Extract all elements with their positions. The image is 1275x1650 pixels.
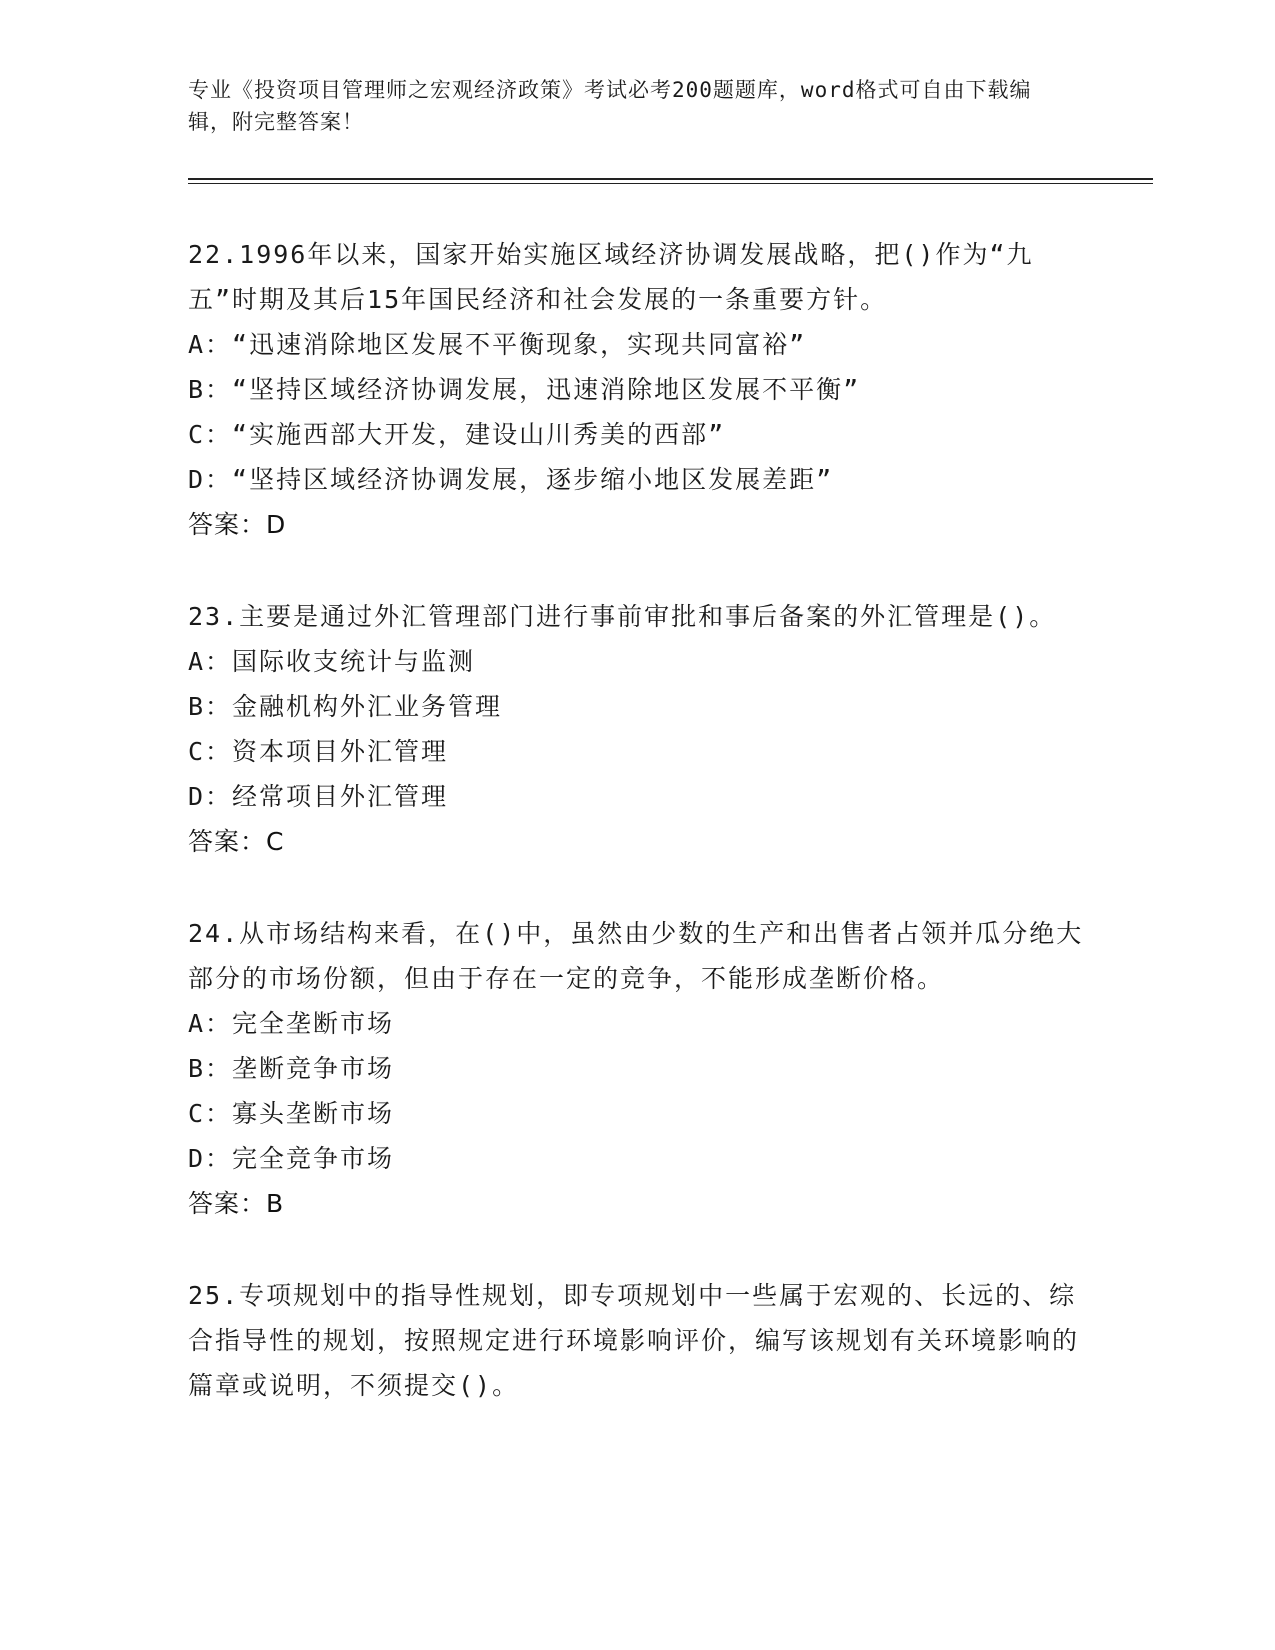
option-d: D：“坚持区域经济协调发展，逐步缩小地区发展差距”: [188, 465, 834, 494]
header-divider-thick: [188, 178, 1153, 180]
question-stem: 23.主要是通过外汇管理部门进行事前审批和事后备案的外汇管理是()。: [188, 602, 1057, 631]
option-d: D：完全竞争市场: [188, 1144, 395, 1173]
header-divider-thin: [188, 183, 1153, 184]
answer: [188, 1181, 1088, 1226]
question-22: [188, 232, 1088, 547]
answer-label: 答案：: [188, 1189, 267, 1218]
question-stem: 24.从市场结构来看，在()中，虽然由少数的生产和出售者占领并瓜分绝大部分的市场份额，但由于存在一定的竞争，不能形成垄断价格。: [188, 919, 1084, 993]
option-c: C：寡头垄断市场: [188, 1099, 395, 1128]
answer-value: B: [266, 1189, 284, 1218]
question-24: [188, 911, 1088, 1226]
answer: [188, 502, 1088, 547]
option-c: C：“实施西部大开发，建设山川秀美的西部”: [188, 420, 726, 449]
answer-value: D: [266, 510, 286, 539]
option-b: B：金融机构外汇业务管理: [188, 692, 503, 721]
option-c: C：资本项目外汇管理: [188, 737, 449, 766]
answer: [188, 819, 1088, 864]
answer-value: C: [266, 827, 284, 856]
question-list: [188, 232, 1088, 1455]
question-23: [188, 594, 1088, 864]
document-intro: 专业《投资项目管理师之宏观经济政策》考试必考200题题库，word格式可自由下载编辑，附完整答案！: [188, 78, 1032, 134]
question-25: [188, 1273, 1088, 1408]
option-b: B：“坚持区域经济协调发展，迅速消除地区发展不平衡”: [188, 375, 861, 404]
option-d: D：经常项目外汇管理: [188, 782, 449, 811]
question-stem: 25.专项规划中的指导性规划，即专项规划中一些属于宏观的、长远的、综合指导性的规划，按照规定进行环境影响评价，编写该规划有关环境影响的篇章或说明，不须提交()。: [188, 1281, 1080, 1400]
option-a: A：国际收支统计与监测: [188, 647, 476, 676]
question-stem: 22.1996年以来，国家开始实施区域经济协调发展战略，把()作为“九五”时期及其后15年国民经济和社会发展的一条重要方针。: [188, 240, 1034, 314]
option-a: A：“迅速消除地区发展不平衡现象，实现共同富裕”: [188, 330, 807, 359]
option-a: A：完全垄断市场: [188, 1009, 395, 1038]
answer-label: 答案：: [188, 827, 267, 856]
answer-label: 答案：: [188, 510, 267, 539]
option-b: B：垄断竞争市场: [188, 1054, 395, 1083]
